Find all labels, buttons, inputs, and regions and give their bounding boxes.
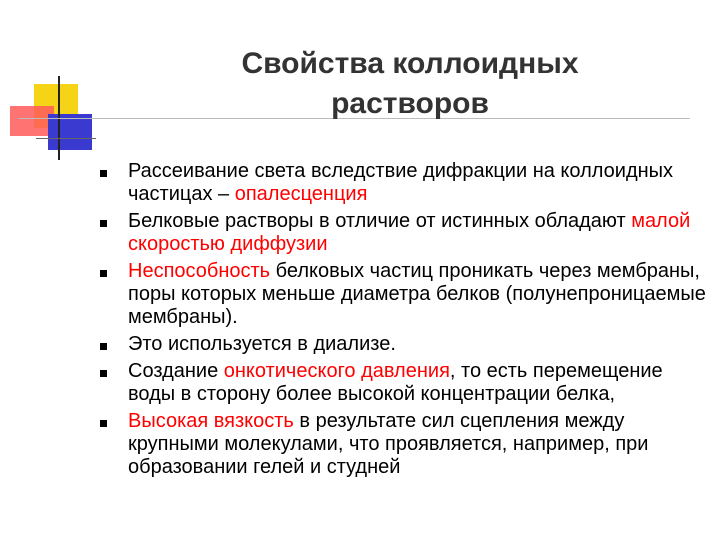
highlighted-term: опалесценция bbox=[234, 183, 368, 205]
bullet-item bbox=[96, 210, 706, 256]
decor-blue-square bbox=[48, 114, 92, 150]
bullet-text: , то есть перемещение воды в сторону более высокой концентрации белка, bbox=[128, 360, 663, 405]
highlighted-term: малой скоростью диффузии bbox=[128, 210, 691, 255]
slide-title bbox=[150, 44, 670, 124]
square-bullet-icon bbox=[100, 170, 107, 177]
highlighted-term: Высокая вязкость bbox=[128, 410, 294, 432]
decor-horizontal-line bbox=[36, 138, 96, 139]
title-line-2: растворов bbox=[331, 87, 489, 120]
bullet-item bbox=[96, 333, 706, 356]
bullet-item bbox=[96, 260, 706, 329]
bullet-text: белковых частиц проникать через мембраны, поры которых меньше диаметра белков (полунепроницаемые мембраны). bbox=[128, 260, 706, 328]
square-bullet-icon bbox=[100, 343, 107, 350]
bullet-text: в результате сил сцепления между крупными молекулами, что проявляется, например, при образовании гелей и студней bbox=[128, 410, 649, 478]
highlighted-term: онкотического давления bbox=[223, 360, 450, 382]
title-line-1: Свойства коллоидных bbox=[241, 47, 579, 80]
bullet-text: Это используется в диализе. bbox=[128, 333, 396, 355]
bullet-text: Рассеивание света вследствие дифракции на коллоидных частицах – bbox=[128, 160, 674, 205]
square-bullet-icon bbox=[100, 370, 107, 377]
square-bullet-icon bbox=[100, 420, 107, 427]
bullet-item bbox=[96, 410, 706, 479]
bullet-text: Белковые растворы в отличие от истинных обладают bbox=[128, 210, 632, 232]
square-bullet-icon bbox=[100, 270, 107, 277]
bullet-list bbox=[96, 160, 706, 483]
bullet-item bbox=[96, 160, 706, 206]
square-bullet-icon bbox=[100, 220, 107, 227]
bullet-item bbox=[96, 360, 706, 406]
bullet-text: Создание bbox=[128, 360, 224, 382]
highlighted-term: Неспособность bbox=[128, 260, 271, 282]
